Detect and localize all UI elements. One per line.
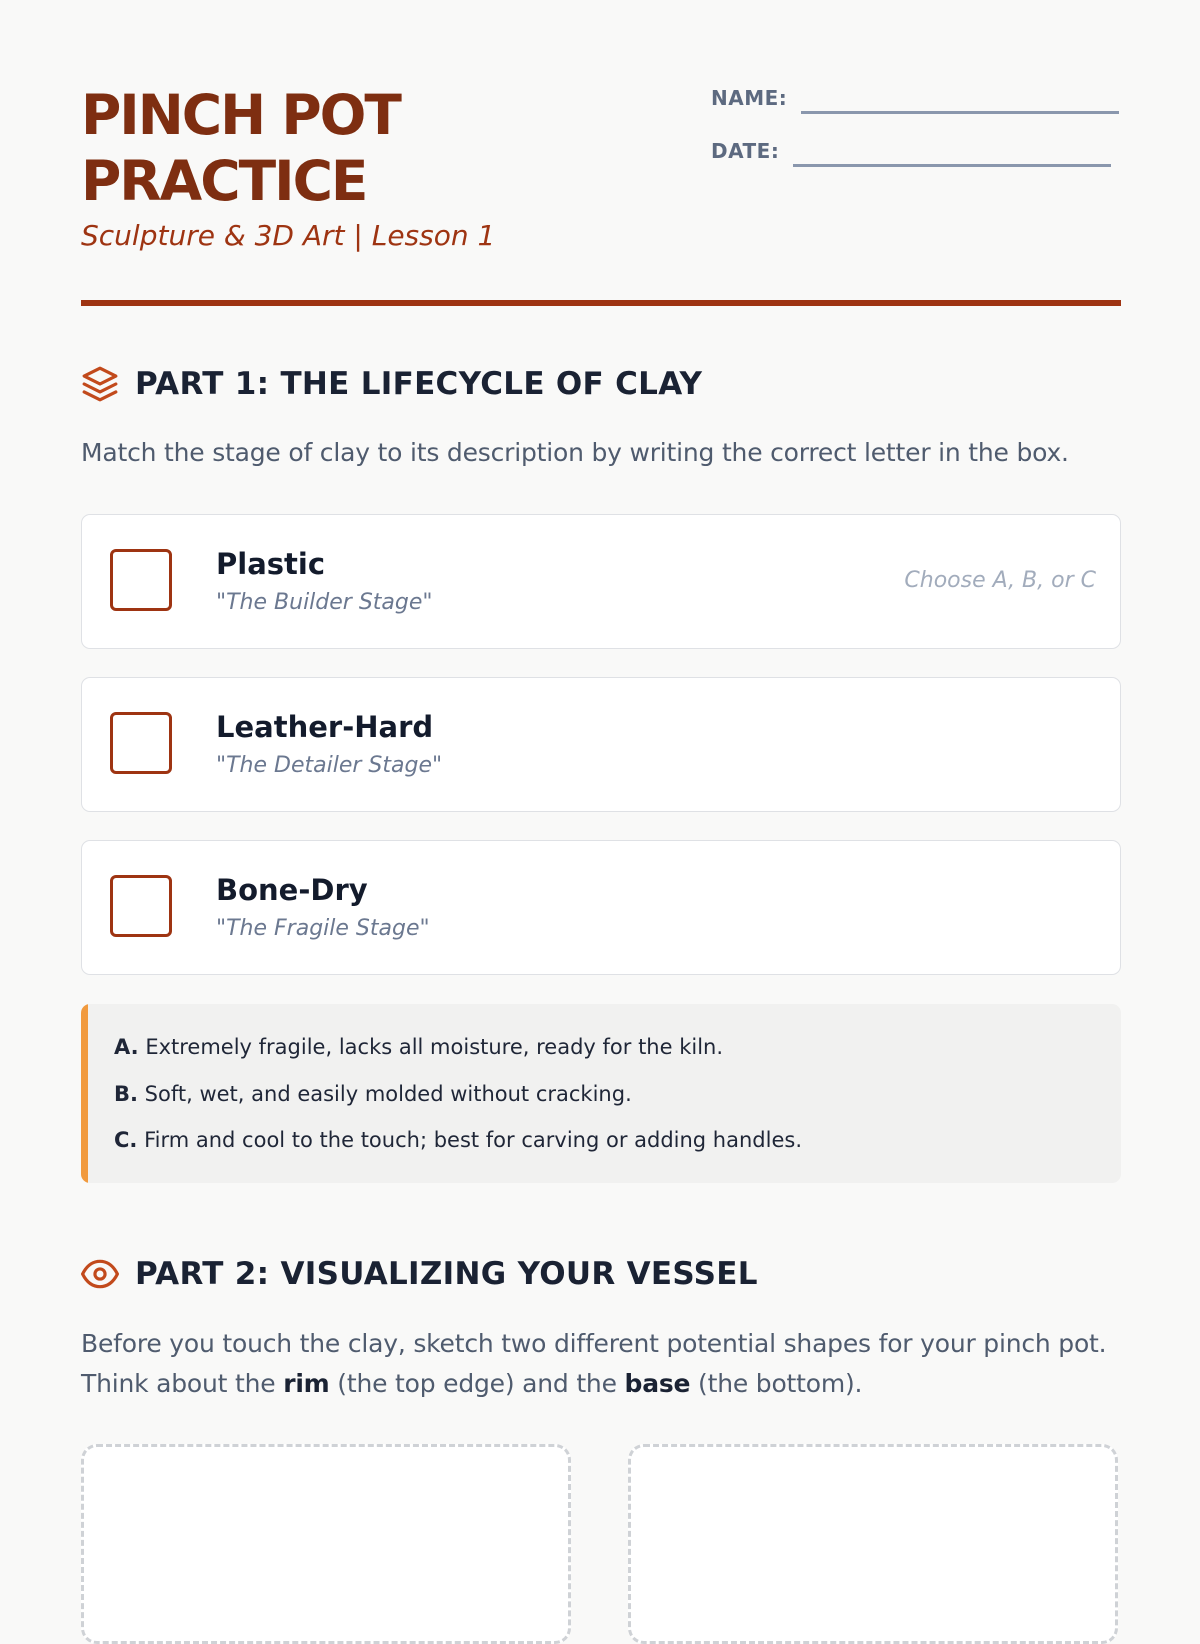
- definition-letter: C.: [114, 1128, 138, 1152]
- answer-box[interactable]: [110, 875, 172, 937]
- part2-instructions-post: (the bottom).: [690, 1369, 863, 1398]
- part2-instructions-line1: Before you touch the clay, sketch two different potential shapes for your pinch pot.: [81, 1329, 1107, 1358]
- definitions-box: [81, 1004, 1121, 1183]
- date-field: [711, 139, 1111, 163]
- definition-a: [114, 1035, 723, 1059]
- worksheet-page: [81, 0, 1121, 1600]
- definition-c: [114, 1128, 802, 1152]
- definition-letter: A.: [114, 1035, 139, 1059]
- definition-b: [114, 1082, 632, 1106]
- header-divider: [81, 300, 1121, 306]
- title-line-1: PINCH POT: [81, 83, 400, 147]
- stage-tagline: "The Detailer Stage": [216, 753, 443, 778]
- part2-heading: [81, 1254, 758, 1294]
- title-line-2: PRACTICE: [81, 149, 367, 213]
- stage-name: Bone-Dry: [216, 873, 368, 907]
- layers-icon: [81, 365, 119, 403]
- base-term: base: [624, 1369, 691, 1398]
- part2-instructions-pre: Think about the: [81, 1369, 284, 1398]
- answer-box[interactable]: [110, 712, 172, 774]
- stage-name: Plastic: [216, 547, 326, 581]
- part1-title: PART 1: THE LIFECYCLE OF CLAY: [135, 366, 703, 402]
- answer-hint: Choose A, B, or C: [904, 568, 1096, 593]
- rim-term: rim: [283, 1369, 330, 1398]
- name-field: [711, 86, 1119, 110]
- definition-letter: B.: [114, 1082, 138, 1106]
- part1-instructions: Match the stage of clay to its description by writing the correct letter in the box.: [81, 438, 1069, 467]
- answer-box[interactable]: [110, 549, 172, 611]
- definition-text: Firm and cool to the touch; best for carving or adding handles.: [144, 1128, 802, 1152]
- stage-card-plastic: [81, 514, 1121, 649]
- stage-card-bone-dry: [81, 840, 1121, 975]
- stage-tagline: "The Builder Stage": [216, 590, 433, 615]
- stage-tagline: "The Fragile Stage": [216, 916, 430, 941]
- page-subtitle: Sculpture & 3D Art | Lesson 1: [81, 219, 496, 252]
- eye-icon: [81, 1255, 119, 1293]
- part2-instructions: [81, 1324, 1121, 1404]
- definition-text: Soft, wet, and easily molded without cracking.: [144, 1082, 632, 1106]
- definition-text: Extremely fragile, lacks all moisture, ready for the kiln.: [145, 1035, 724, 1059]
- name-label: NAME:: [711, 86, 788, 110]
- date-label: DATE:: [711, 139, 780, 163]
- part2-title: PART 2: VISUALIZING YOUR VESSEL: [135, 1256, 758, 1292]
- page-title: [81, 82, 621, 214]
- name-input-line[interactable]: [801, 111, 1119, 114]
- worksheet-header: [81, 82, 1121, 307]
- part2-instructions-mid: (the top edge) and the: [329, 1369, 625, 1398]
- stage-card-leather-hard: [81, 677, 1121, 812]
- stage-name: Leather-Hard: [216, 710, 434, 744]
- part1-heading: [81, 364, 702, 404]
- date-input-line[interactable]: [793, 164, 1111, 167]
- sketch-box-2[interactable]: [628, 1444, 1118, 1644]
- sketch-box-1[interactable]: [81, 1444, 571, 1644]
